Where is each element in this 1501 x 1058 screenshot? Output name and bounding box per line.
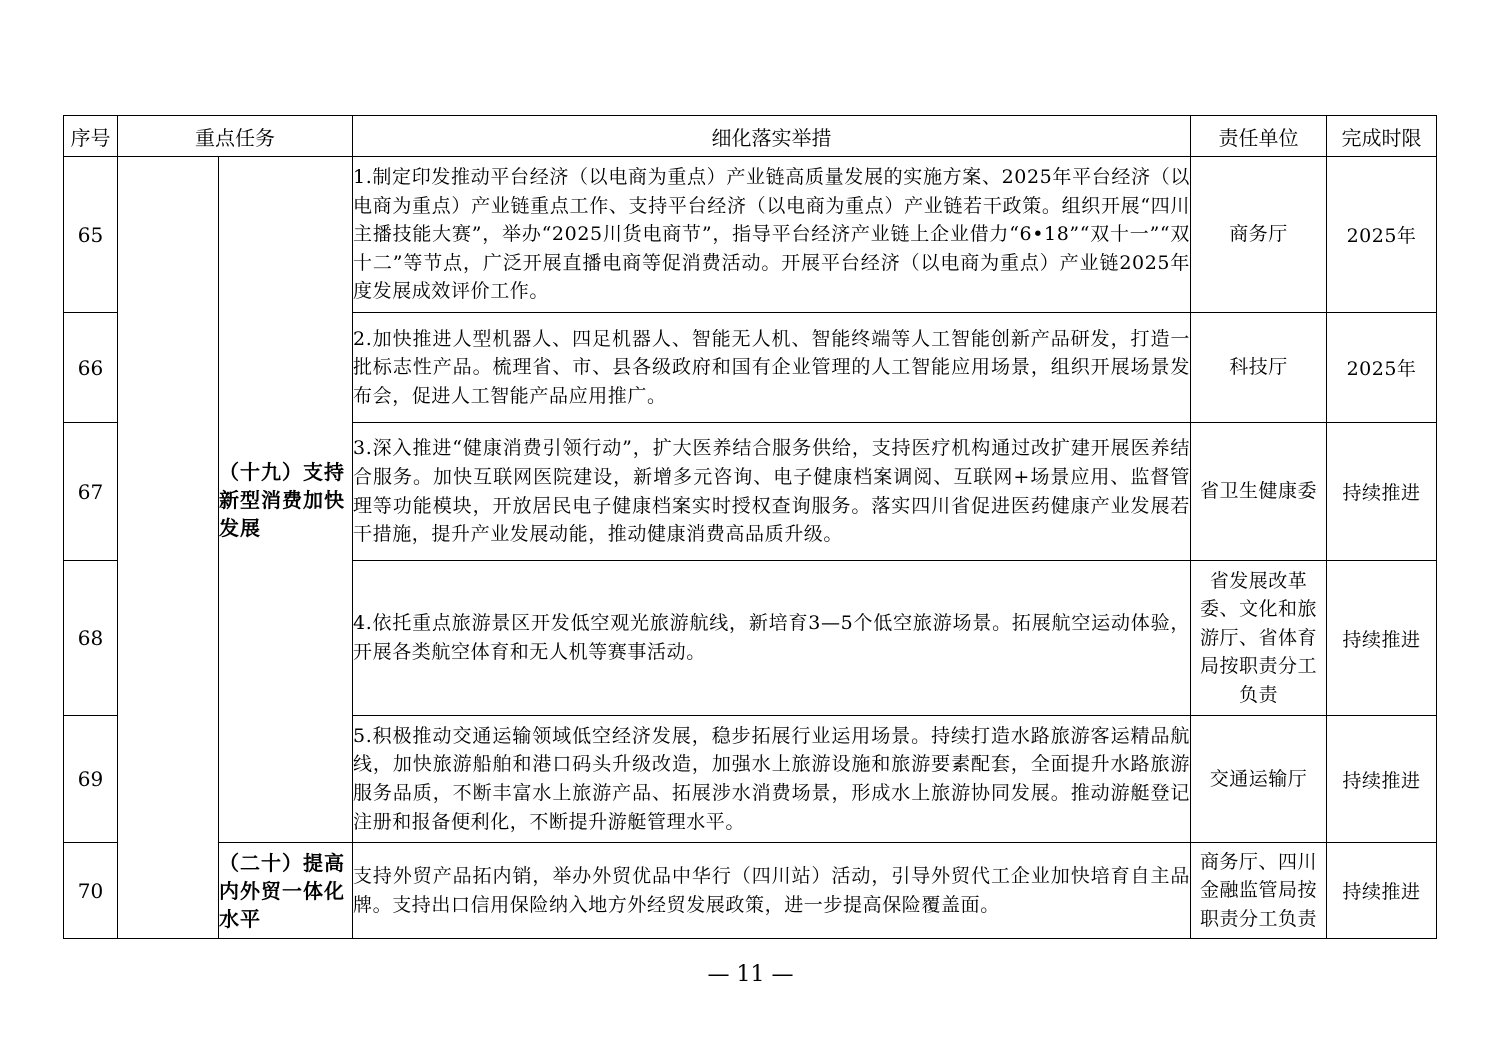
row-unit: 省卫生健康委 — [1191, 423, 1327, 561]
task-category-cell — [118, 157, 219, 939]
row-seq: 70 — [64, 843, 118, 939]
table-row — [64, 157, 1437, 313]
row-deadline: 持续推进 — [1327, 561, 1437, 716]
row-deadline: 2025年 — [1327, 313, 1437, 423]
row-seq: 69 — [64, 716, 118, 843]
row-unit: 商务厅、四川金融监管局按职责分工负责 — [1191, 843, 1327, 939]
row-seq: 65 — [64, 157, 118, 313]
row-deadline: 2025年 — [1327, 157, 1437, 313]
row-deadline: 持续推进 — [1327, 423, 1437, 561]
row-unit: 交通运输厅 — [1191, 716, 1327, 843]
table-row — [64, 843, 1437, 939]
row-deadline: 持续推进 — [1327, 843, 1437, 939]
row-detail: 3.深入推进“健康消费引领行动”，扩大医养结合服务供给，支持医疗机构通过改扩建开展医养结合服务。加快互联网医院建设，新增多元咨询、电子健康档案调阅、互联网+场景应用、监督管理等功能模块，开放居民电子健康档案实时授权查询服务。落实四川省促进医药健康产业发展若干措施，提升产业发展动能，推动健康消费高品质升级。 — [353, 423, 1191, 561]
row-detail: 4.依托重点旅游景区开发低空观光旅游航线，新培育3—5个低空旅游场景。拓展航空运动体验，开展各类航空体育和无人机等赛事活动。 — [353, 561, 1191, 716]
table-header-row — [64, 116, 1437, 157]
header-unit: 责任单位 — [1191, 116, 1327, 157]
header-seq: 序号 — [64, 116, 118, 157]
row-deadline: 持续推进 — [1327, 716, 1437, 843]
row-detail: 1.制定印发推动平台经济（以电商为重点）产业链高质量发展的实施方案、2025年平台经济（以电商为重点）产业链重点工作、支持平台经济（以电商为重点）产业链若干政策。组织开展“四川主播技能大赛”，举办“2025川货电商节”，指导平台经济产业链上企业借力“6•18”“双十一”“双十二”等节点，广泛开展直播电商等促消费活动。开展平台经济（以电商为重点）产业链2025年度发展成效评价工作。 — [353, 157, 1191, 313]
row-unit: 科技厅 — [1191, 313, 1327, 423]
row-seq: 67 — [64, 423, 118, 561]
implementation-table — [63, 115, 1437, 939]
row-detail: 5.积极推动交通运输领域低空经济发展，稳步拓展行业运用场景。持续打造水路旅游客运精品航线，加快旅游船舶和港口码头升级改造，加强水上旅游设施和旅游要素配套，全面提升水路旅游服务品质，不断丰富水上旅游产品、拓展涉水消费场景，形成水上旅游协同发展。推动游艇登记注册和报备便利化，不断提升游艇管理水平。 — [353, 716, 1191, 843]
task-group-19: （十九）支持新型消费加快发展 — [219, 157, 353, 843]
header-task: 重点任务 — [118, 116, 353, 157]
task-group-20: （二十）提高内外贸一体化水平 — [219, 843, 353, 939]
row-unit: 省发展改革委、文化和旅游厅、省体育局按职责分工负责 — [1191, 561, 1327, 716]
row-seq: 68 — [64, 561, 118, 716]
page-number: — 11 — — [707, 962, 794, 987]
row-detail: 2.加快推进人型机器人、四足机器人、智能无人机、智能终端等人工智能创新产品研发，打造一批标志性产品。梳理省、市、县各级政府和国有企业管理的人工智能应用场景，组织开展场景发布会，促进人工智能产品应用推广。 — [353, 313, 1191, 423]
header-measures: 细化落实举措 — [353, 116, 1191, 157]
row-detail: 支持外贸产品拓内销，举办外贸优品中华行（四川站）活动，引导外贸代工企业加快培育自主品牌。支持出口信用保险纳入地方外经贸发展政策，进一步提高保险覆盖面。 — [353, 843, 1191, 939]
row-seq: 66 — [64, 313, 118, 423]
row-unit: 商务厅 — [1191, 157, 1327, 313]
header-deadline: 完成时限 — [1327, 116, 1437, 157]
